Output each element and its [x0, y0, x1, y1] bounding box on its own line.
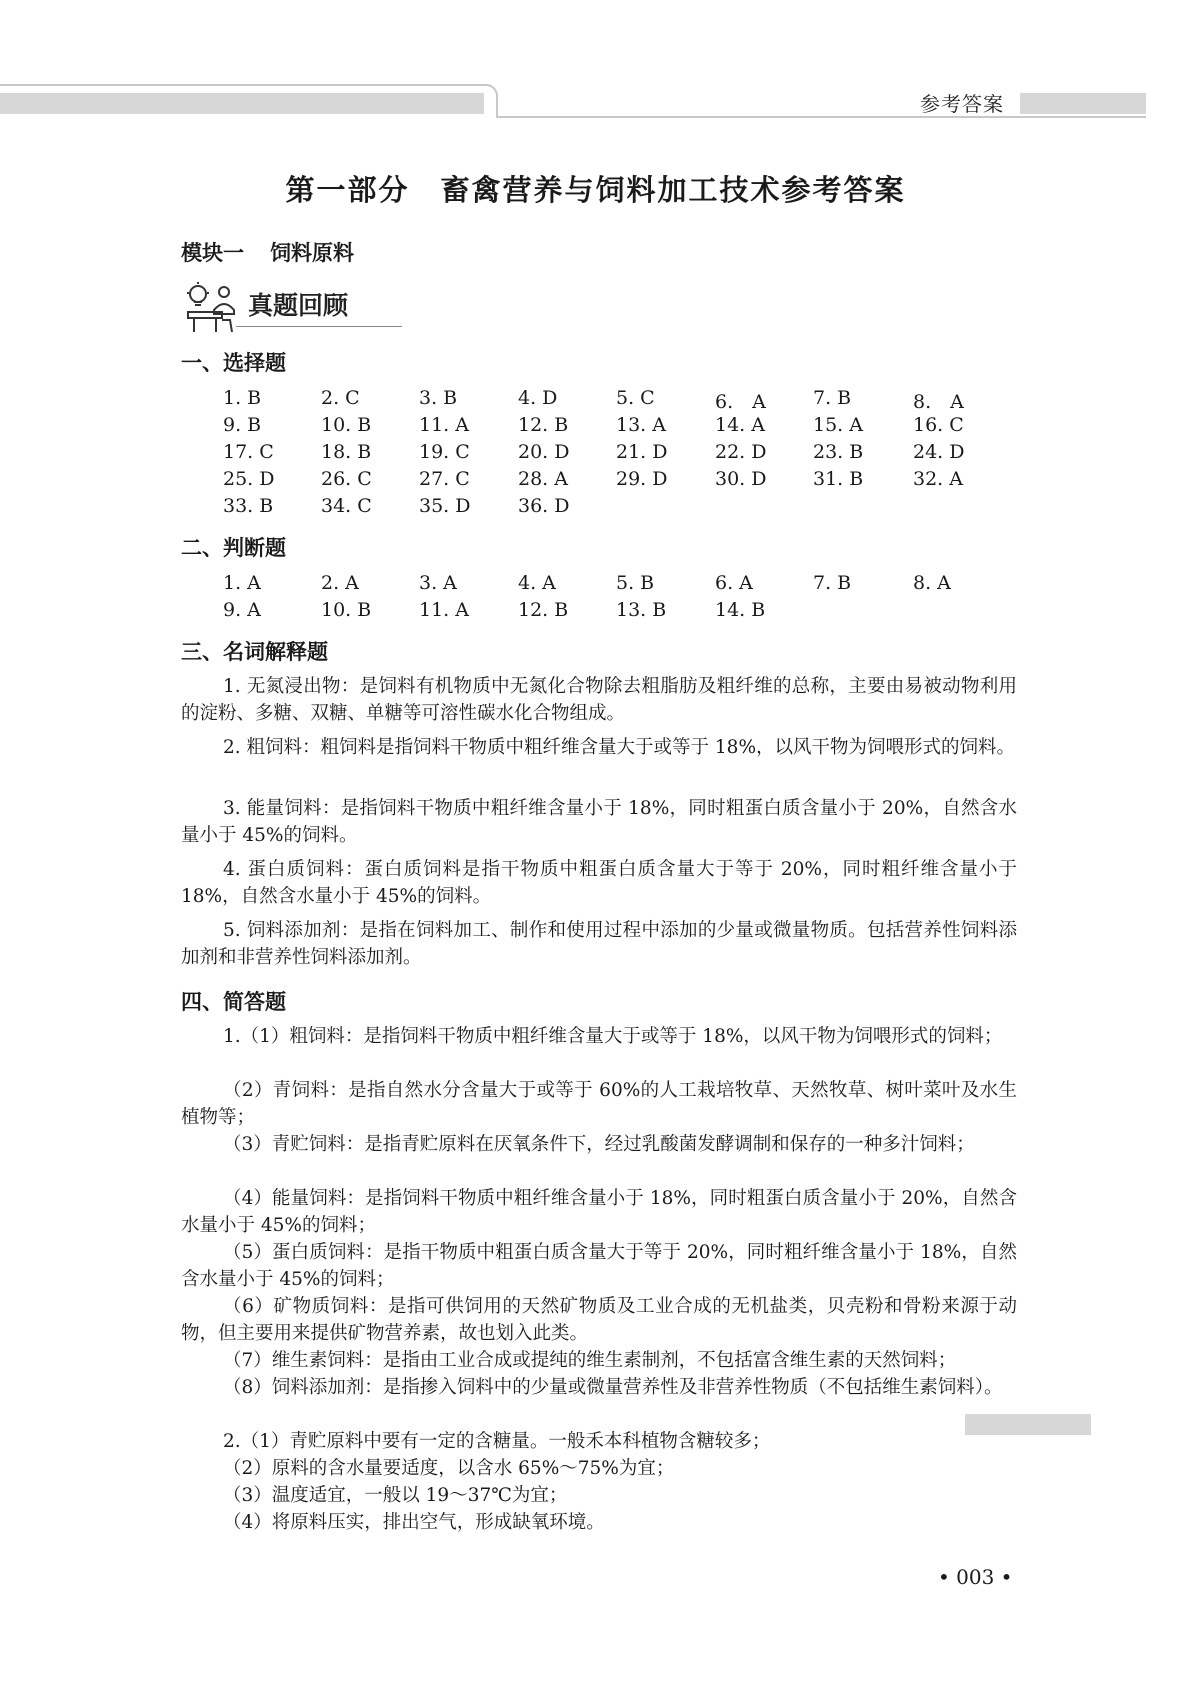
answer-cell: 35. D	[419, 495, 471, 517]
answer-cell: 28. A	[518, 468, 568, 490]
short-answer-line: （2）原料的含水量要适度，以含水 65%～75%为宜；	[223, 1458, 675, 1479]
short-answer-line: 1.（1）粗饲料：是指饲料干物质中粗纤维含量大于或等于 18%，以风干物为饲喂形式的饲料；	[223, 1026, 1003, 1047]
answer-cell: 13. B	[616, 599, 667, 621]
short-answer-line: （7）维生素饲料：是指由工业合成或提纯的维生素制剂，不包括富含维生素的天然饲料；	[223, 1350, 957, 1371]
short-answer-line: （5）蛋白质饲料：是指干物质中粗蛋白质含量大于等于 20%，同时粗纤维含量小于 18%，自然含水量小于 45%的饲料；	[181, 1242, 1017, 1290]
header-rule-right	[498, 116, 1146, 118]
answer-cell: 9. A	[223, 599, 261, 621]
answer-cell: 10. B	[321, 414, 372, 436]
answer-cell: 5. B	[616, 572, 655, 594]
term-item: 4. 蛋白质饲料：蛋白质饲料是指干物质中粗蛋白质含量大于等于 20%，同时粗纤维含量小于 18%，自然含水量小于 45%的饲料。	[181, 859, 1017, 907]
part-title: 第一部分 畜禽营养与饲料加工技术参考答案	[285, 173, 906, 207]
module-prefix: 模块一	[181, 241, 244, 265]
answer-cell: 3. B	[419, 387, 458, 409]
answer-cell: 9. B	[223, 414, 262, 436]
answer-cell: 15. A	[813, 414, 863, 436]
answer-cell: 26. C	[321, 468, 372, 490]
answer-cell: 21. D	[616, 441, 668, 463]
answer-cell: 22. D	[715, 441, 767, 463]
answer-cell: 12. B	[518, 414, 569, 436]
term-item: 5. 饲料添加剂：是指在饲料加工、制作和使用过程中添加的少量或微量物质。包括营养性饲料添加剂和非营养性饲料添加剂。	[181, 920, 1017, 968]
header-rule	[0, 84, 488, 86]
answer-cell: 8. A	[913, 391, 964, 413]
answer-cell: 4. A	[518, 572, 556, 594]
answer-cell: 34. C	[321, 495, 372, 517]
answer-cell: 14. B	[715, 599, 766, 621]
running-header: 参考答案	[920, 92, 1004, 116]
module-name: 饲料原料	[270, 241, 354, 265]
answer-cell: 11. A	[419, 599, 469, 621]
answer-cell: 31. B	[813, 468, 864, 490]
section-terms-heading: 三、名词解释题	[181, 640, 328, 664]
answer-cell: 17. C	[223, 441, 274, 463]
lightbulb-teacher-icon	[184, 280, 240, 336]
answer-cell: 14. A	[715, 414, 765, 436]
answer-cell: 27. C	[419, 468, 470, 490]
answer-cell: 25. D	[223, 468, 275, 490]
answer-cell: 30. D	[715, 468, 767, 490]
module-title	[181, 237, 354, 267]
term-item: 3. 能量饲料：是指饲料干物质中粗纤维含量小于 18%，同时粗蛋白质含量小于 20%，自然含水量小于 45%的饲料。	[181, 798, 1017, 846]
review-banner	[184, 280, 402, 336]
section-short-heading: 四、简答题	[181, 990, 286, 1014]
answer-cell: 8. A	[913, 572, 951, 594]
answer-cell: 5. C	[616, 387, 655, 409]
section-judgment-heading: 二、判断题	[181, 536, 286, 560]
answer-cell: 19. C	[419, 441, 470, 463]
answer-cell: 24. D	[913, 441, 965, 463]
short-answer-line: （4）能量饲料：是指饲料干物质中粗纤维含量小于 18%，同时粗蛋白质含量小于 20%，自然含水量小于 45%的饲料；	[181, 1188, 1017, 1236]
answer-cell: 1. A	[223, 572, 261, 594]
answer-cell: 16. C	[913, 414, 964, 436]
answer-cell: 10. B	[321, 599, 372, 621]
short-answer-line: （3）温度适宜，一般以 19～37℃为宜；	[223, 1485, 568, 1506]
answer-cell: 4. D	[518, 387, 558, 409]
answer-cell: 20. D	[518, 441, 570, 463]
answer-cell: 32. A	[913, 468, 963, 490]
header-tab-curve	[484, 84, 498, 118]
header-bar-left	[0, 93, 484, 114]
answer-cell: 6. A	[715, 572, 753, 594]
answer-cell: 6. A	[715, 391, 766, 413]
answer-cell: 33. B	[223, 495, 274, 517]
answer-cell: 36. D	[518, 495, 570, 517]
answer-cell: 12. B	[518, 599, 569, 621]
term-item: 2. 粗饲料：粗饲料是指饲料干物质中粗纤维含量大于或等于 18%，以风干物为饲喂形式的饲料。	[223, 737, 1016, 758]
answer-cell: 29. D	[616, 468, 668, 490]
short-answer-line: （3）青贮饲料：是指青贮原料在厌氧条件下，经过乳酸菌发酵调制和保存的一种多汁饲料；	[223, 1134, 975, 1155]
answer-cell: 3. A	[419, 572, 457, 594]
answer-cell: 1. B	[223, 387, 262, 409]
review-banner-underline	[236, 326, 402, 327]
answer-cell: 18. B	[321, 441, 372, 463]
short-answer-line: 2.（1）青贮原料中要有一定的含糖量。一般禾本科植物含糖较多；	[223, 1431, 771, 1452]
short-answer-line: （4）将原料压实，排出空气，形成缺氧环境。	[223, 1512, 605, 1533]
answer-cell: 23. B	[813, 441, 864, 463]
answer-cell: 7. B	[813, 572, 852, 594]
page-number: • 003 •	[938, 1565, 1013, 1589]
answer-cell: 13. A	[616, 414, 666, 436]
review-banner-label: 真题回顾	[248, 291, 349, 320]
answer-cell: 11. A	[419, 414, 469, 436]
term-item: 1. 无氮浸出物：是饲料有机物质中无氮化合物除去粗脂肪及粗纤维的总称，主要由易被动物利用的淀粉、多糖、双糖、单糖等可溶性碳水化合物组成。	[181, 676, 1017, 724]
answer-cell: 7. B	[813, 387, 852, 409]
answer-cell: 2. A	[321, 572, 359, 594]
short-answer-line: （8）饲料添加剂：是指掺入饲料中的少量或微量营养性及非营养性物质（不包括维生素饲料）。	[223, 1377, 1003, 1398]
section-choice-heading: 一、选择题	[181, 351, 286, 375]
header-bar-right	[1020, 93, 1146, 114]
answer-cell: 2. C	[321, 387, 360, 409]
short-answer-line: （6）矿物质饲料：是指可供饲用的天然矿物质及工业合成的无机盐类，贝壳粉和骨粉来源于动物，但主要用来提供矿物营养素，故也划入此类。	[181, 1296, 1017, 1344]
short-answer-line: （2）青饲料：是指自然水分含量大于或等于 60%的人工栽培牧草、天然牧草、树叶菜叶及水生植物等；	[181, 1080, 1017, 1128]
